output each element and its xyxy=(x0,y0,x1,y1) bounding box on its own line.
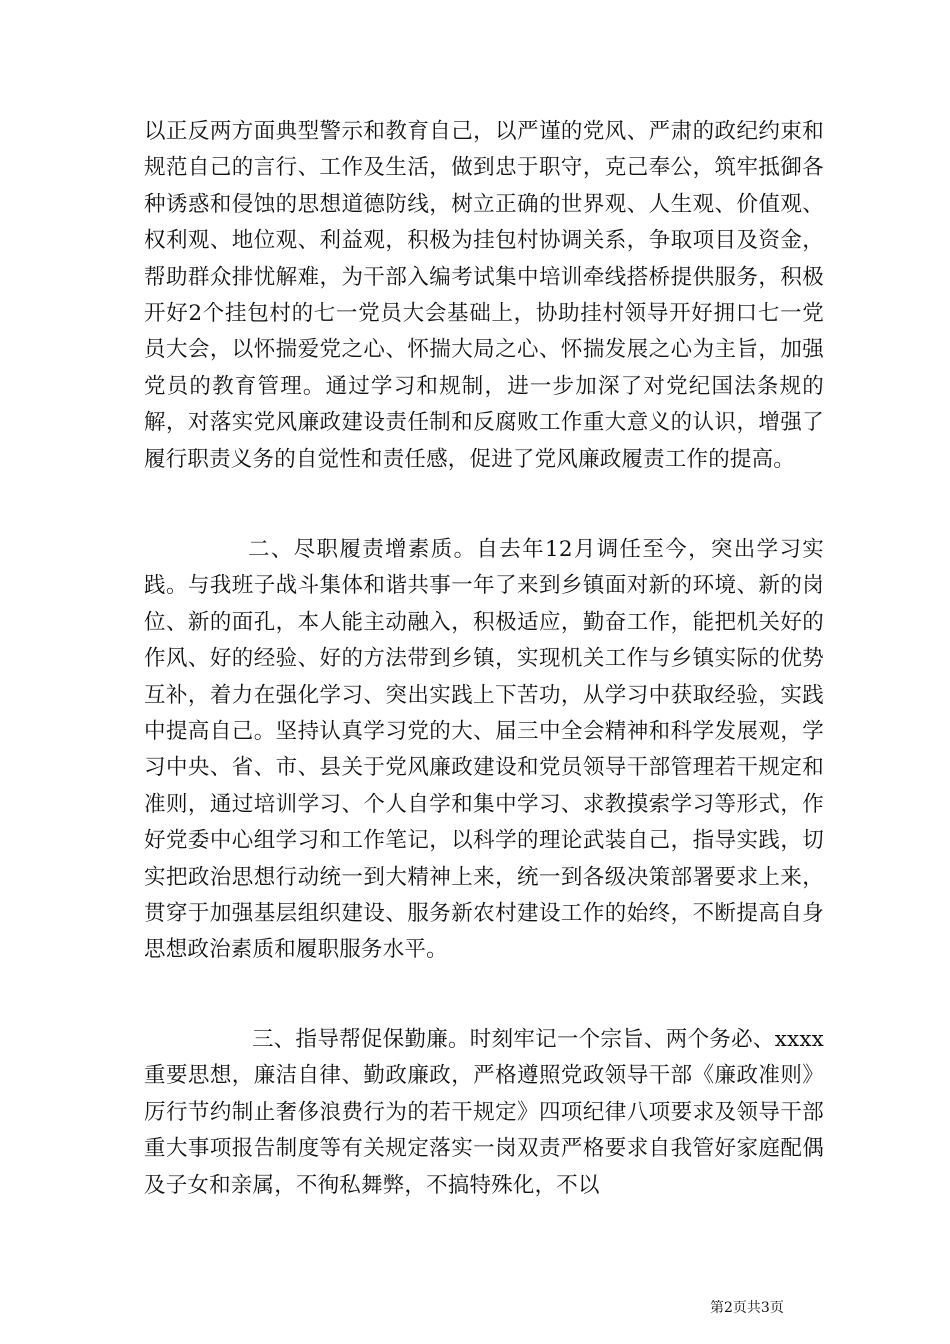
page-footer: 第2页共3页 xyxy=(710,1300,784,1316)
paragraph-3: 三、指导帮促保勤廉。时刻牢记一个宗旨、两个务必、xxxx重要思想，廉洁自律、勤政廉政，严格遵照党政领导干部《廉政准则》厉行节约制止奢侈浪费行为的若干规定》四项纪律八项要求及领导干部重大事项报告制度等有关规定落实一岗双责严格要求自我管好家庭配偶及子女和亲属，不徇私舞弊，不搞特殊化，不以 xyxy=(144,1027,824,1198)
paragraph-2: 二、尽职履责增素质。自去年12月调任至今，突出学习实践。与我班子战斗集体和谐共事一年了来到乡镇面对新的环境、新的岗位、新的面孔，本人能主动融入，积极适应，勤奋工作，能把机关好的作风、好的经验、好的方法带到乡镇，实现机关工作与乡镇实际的优势互补，着力在强化学习、突出实践上下苦功，从学习中获取经验，实践中提高自己。坚持认真学习党的大、届三中全会精神和科学发展观，学习中央、省、市、县关于党风廉政建设和党员领导干部管理若干规定和准则，通过培训学习、个人自学和集中学习、求教摸索学习等形式，作好党委中心组学习和工作笔记，以科学的理论武装自己，指导实践，切实把政治思想行动统一到大精神上来，统一到各级决策部署要求上来，贯穿于加强基层组织建设、服务新农村建设工作的始终，不断提高自身思想政治素质和履职服务水平。 xyxy=(144,537,824,963)
paragraph-1: 以正反两方面典型警示和教育自己，以严谨的党风、严肃的政纪约束和规范自己的言行、工作及生活，做到忠于职守，克己奉公，筑牢抵御各种诱惑和侵蚀的思想道德防线，树立正确的世界观、人生观、价值观、权利观、地位观、利益观，积极为挂包村协调关系，争取项目及资金，帮助群众排忧解难，为干部入编考试集中培训牵线搭桥提供服务，积极开好2个挂包村的七一党员大会基础上，协助挂村领导开好拥口七一党员大会，以怀揣爱党之心、怀揣大局之心、怀揣发展之心为主旨，加强党员的教育管理。通过学习和规制，进一步加深了对党纪国法条规的解，对落实党风廉政建设责任制和反腐败工作重大意义的认识，增强了履行职责义务的自觉性和责任感，促进了党风廉政履责工作的提高。 xyxy=(144,119,824,472)
